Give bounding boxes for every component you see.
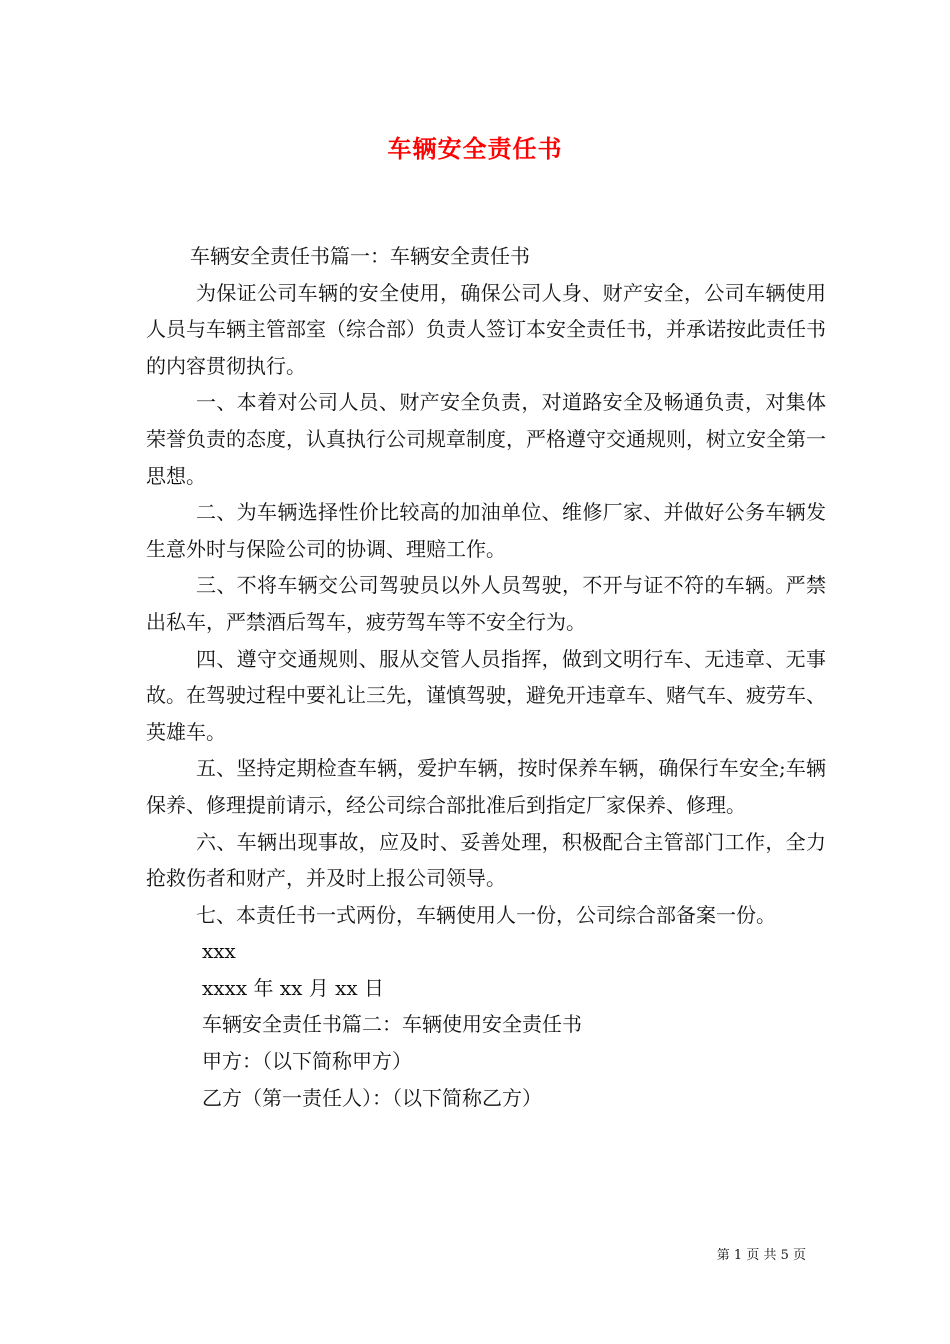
page-number: 第 1 页 共 5 页 [716,1248,806,1263]
clause-6: 六、车辆出现事故，应及时、妥善处理，积极配合主管部门工作，全力抢救伤者和财产，并及时上报公司领导。 [146,829,826,891]
party-b-line: 乙方（第一责任人）：（以下简称乙方） [202,1085,542,1110]
subheading-part-two: 车辆安全责任书篇二：车辆使用安全责任书 [202,1012,582,1037]
document-body [146,238,826,1116]
clause-7: 七、本责任书一式两份，车辆使用人一份，公司综合部备案一份。 [196,902,776,927]
subheading-part-one: 车辆安全责任书篇一：车辆安全责任书 [190,244,530,268]
clause-1: 一、本着对公司人员、财产安全负责，对道路安全及畅通负责，对集体荣誉负责的态度，认真执行公司规章制度，严格遵守交通规则，树立安全第一思想。 [146,390,826,488]
clause-4: 四、遵守交通规则、服从交管人员指挥，做到文明行车、无违章、无事故。在驾驶过程中要礼让三先，谨慎驾驶，避免开违章车、赌气车、疲劳车、英雄车。 [146,646,826,744]
signature-line: xxx [202,939,236,964]
date-line: xxxx 年 xx 月 xx 日 [202,975,385,1000]
party-a-line: 甲方：（以下简称甲方） [202,1049,412,1074]
clause-5: 五、坚持定期检查车辆，爱护车辆，按时保养车辆，确保行车安全;车辆保养、修理提前请示，经公司综合部批准后到指定厂家保养、修理。 [146,756,826,817]
document-title: 车辆安全责任书 [387,134,563,163]
clause-3: 三、不将车辆交公司驾驶员以外人员驾驶，不开与证不符的车辆。严禁出私车，严禁酒后驾车，疲劳驾车等不安全行为。 [146,573,826,634]
intro-paragraph: 为保证公司车辆的安全使用，确保公司人身、财产安全，公司车辆使用人员与车辆主管部室（综合部）负责人签订本安全责任书，并承诺按此责任书的内容贯彻执行。 [146,280,826,378]
clause-2: 二、为车辆选择性价比较高的加油单位、维修厂家、并做好公务车辆发生意外时与保险公司的协调、理赔工作。 [146,500,826,561]
